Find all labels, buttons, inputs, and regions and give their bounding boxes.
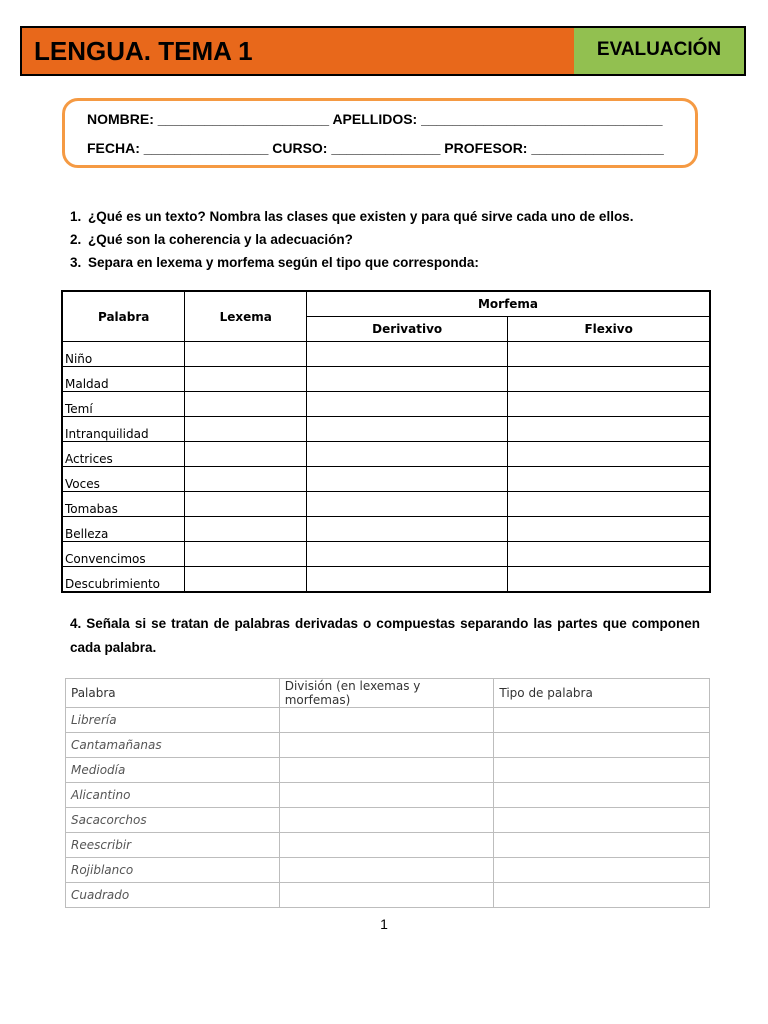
header-lexema: Lexema (185, 291, 307, 342)
question-4: 4. Señala si se tratan de palabras derivadas o compuestas separando las partes que componen cada palabra. (70, 616, 700, 655)
derivativo-cell[interactable] (307, 367, 508, 392)
page-header (20, 26, 746, 76)
lexema-cell[interactable] (185, 567, 307, 593)
table-row (66, 708, 710, 733)
word-cell: Descubrimiento (62, 567, 185, 593)
tipo-cell[interactable] (494, 733, 710, 758)
word-cell: Intranquilidad (62, 417, 185, 442)
word-cell: Voces (62, 467, 185, 492)
word-cell: Alicantino (66, 783, 280, 808)
student-info-box (62, 98, 698, 168)
table-row (66, 758, 710, 783)
derivadas-compuestas-table (65, 678, 710, 908)
header-tipo: Tipo de palabra (494, 679, 710, 708)
evaluation-badge: EVALUACIÓN (574, 28, 744, 74)
derivativo-cell[interactable] (307, 392, 508, 417)
word-cell: Rojiblanco (66, 858, 280, 883)
lexema-cell[interactable] (185, 417, 307, 442)
lexema-cell[interactable] (185, 467, 307, 492)
word-cell: Mediodía (66, 758, 280, 783)
word-cell: Librería (66, 708, 280, 733)
table-row (62, 367, 710, 392)
lexema-cell[interactable] (185, 542, 307, 567)
flexivo-cell[interactable] (508, 417, 710, 442)
table-row (62, 567, 710, 593)
table-row (62, 392, 710, 417)
table-row (62, 342, 710, 367)
lexema-cell[interactable] (185, 517, 307, 542)
derivativo-cell[interactable] (307, 467, 508, 492)
word-cell: Temí (62, 392, 185, 417)
page-title: LENGUA. TEMA 1 (22, 28, 574, 74)
info-line-name: NOMBRE: ______________________ APELLIDOS: _______________________________ (87, 111, 663, 127)
flexivo-cell[interactable] (508, 342, 710, 367)
table-row (66, 783, 710, 808)
lexema-cell[interactable] (185, 367, 307, 392)
flexivo-cell[interactable] (508, 467, 710, 492)
header-morfema: Morfema (307, 291, 710, 317)
tipo-cell[interactable] (494, 808, 710, 833)
lexema-morfema-table (61, 290, 711, 593)
derivativo-cell[interactable] (307, 492, 508, 517)
table-row (62, 517, 710, 542)
header-flexivo: Flexivo (508, 317, 710, 342)
question-1: 1. ¿Qué es un texto? Nombra las clases que existen y para qué sirve cada uno de ellos. (70, 209, 634, 224)
word-cell: Sacacorchos (66, 808, 280, 833)
info-line-date: FECHA: ________________ CURSO: ______________ PROFESOR: _________________ (87, 140, 664, 156)
table-row (62, 442, 710, 467)
flexivo-cell[interactable] (508, 517, 710, 542)
word-cell: Tomabas (62, 492, 185, 517)
header-division: División (en lexemas y morfemas) (279, 679, 494, 708)
flexivo-cell[interactable] (508, 367, 710, 392)
flexivo-cell[interactable] (508, 542, 710, 567)
derivativo-cell[interactable] (307, 517, 508, 542)
tipo-cell[interactable] (494, 858, 710, 883)
question-3: 3. Separa en lexema y morfema según el tipo que corresponda: (70, 255, 479, 270)
division-cell[interactable] (279, 708, 494, 733)
tipo-cell[interactable] (494, 758, 710, 783)
tipo-cell[interactable] (494, 783, 710, 808)
division-cell[interactable] (279, 883, 494, 908)
question-list (70, 205, 710, 274)
derivativo-cell[interactable] (307, 342, 508, 367)
division-cell[interactable] (279, 858, 494, 883)
table-row (66, 858, 710, 883)
word-cell: Convencimos (62, 542, 185, 567)
division-cell[interactable] (279, 783, 494, 808)
question-2: 2. ¿Qué son la coherencia y la adecuación? (70, 232, 353, 247)
table-row (66, 733, 710, 758)
lexema-cell[interactable] (185, 442, 307, 467)
flexivo-cell[interactable] (508, 567, 710, 593)
page-number: 1 (380, 916, 388, 932)
table-row (62, 542, 710, 567)
derivativo-cell[interactable] (307, 417, 508, 442)
word-cell: Reescribir (66, 833, 280, 858)
derivativo-cell[interactable] (307, 567, 508, 593)
flexivo-cell[interactable] (508, 392, 710, 417)
word-cell: Cantamañanas (66, 733, 280, 758)
division-cell[interactable] (279, 758, 494, 783)
table-row (62, 417, 710, 442)
derivativo-cell[interactable] (307, 542, 508, 567)
tipo-cell[interactable] (494, 708, 710, 733)
word-cell: Belleza (62, 517, 185, 542)
division-cell[interactable] (279, 733, 494, 758)
table-row (62, 467, 710, 492)
word-cell: Niño (62, 342, 185, 367)
word-cell: Actrices (62, 442, 185, 467)
lexema-cell[interactable] (185, 492, 307, 517)
header-palabra: Palabra (66, 679, 280, 708)
tipo-cell[interactable] (494, 883, 710, 908)
table-row (66, 883, 710, 908)
table-row (66, 833, 710, 858)
derivativo-cell[interactable] (307, 442, 508, 467)
word-cell: Maldad (62, 367, 185, 392)
word-cell: Cuadrado (66, 883, 280, 908)
table-row (62, 492, 710, 517)
lexema-cell[interactable] (185, 392, 307, 417)
table-row (66, 808, 710, 833)
header-palabra: Palabra (62, 291, 185, 342)
flexivo-cell[interactable] (508, 442, 710, 467)
division-cell[interactable] (279, 833, 494, 858)
division-cell[interactable] (279, 808, 494, 833)
header-derivativo: Derivativo (307, 317, 508, 342)
tipo-cell[interactable] (494, 833, 710, 858)
lexema-cell[interactable] (185, 342, 307, 367)
flexivo-cell[interactable] (508, 492, 710, 517)
